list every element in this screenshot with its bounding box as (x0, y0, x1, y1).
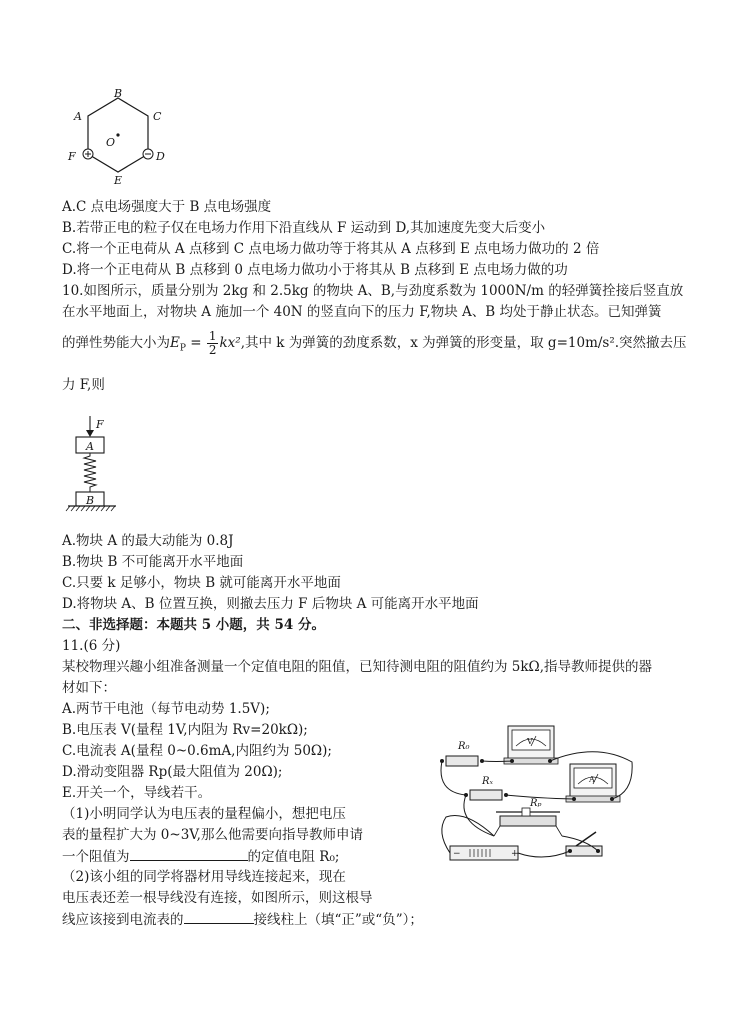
vertex-label-f: F (68, 150, 76, 163)
q11-part2-line-3-post: 接线柱上（填“正”或“负”）； (253, 912, 423, 928)
q10-option-c: C.只要 k 足够小，物块 B 就可能离开水平地面 (62, 575, 341, 591)
q9-option-b: B.若带正电的粒子仅在电场力作用下沿直线从 F 运动到 D,其加速度先变大后变小 (62, 220, 546, 236)
vertex-label-b: B (114, 87, 123, 100)
section-heading: 二、非选择题：本题共 5 小题，共 54 分。 (62, 617, 325, 633)
q11-part1-line-2: 表的量程扩大为 0~3V,那么他需要向指导教师申请 (62, 827, 363, 843)
q11-item-a: A.两节干电池（每节电动势 1.5V); (62, 701, 270, 717)
answer-blank-terminal[interactable] (184, 910, 254, 924)
vertex-label-e: E (114, 174, 123, 187)
q10-line-3-post: ,其中 k 为弹簧的劲度系数，x 为弹簧的形变量，取 g=10m/s².突然撤去压 (240, 335, 687, 351)
q9-option-c: C.将一个正电荷从 A 点移到 C 点电场力做功等于将其从 A 点移到 E 点电场力做功的 2 倍 (62, 241, 600, 257)
q10-option-d: D.将物块 A、B 位置互换，则撤去压力 F 后物块 A 可能离开水平地面 (62, 596, 479, 612)
spring-block-diagram (66, 412, 146, 522)
circuit-label-r0: R₀ (458, 741, 470, 752)
q11-part1-line-1: （1)小明同学认为电压表的量程偏小，想把电压 (62, 806, 346, 822)
block-label-a: A (86, 440, 94, 453)
q10-line-1: 10.如图所示，质量分别为 2kg 和 2.5kg 的物块 A、B,与劲度系数为 1000N/m 的轻弹簧拴接后竖直放 (62, 283, 684, 299)
q10-line-3-pre: 的弹性势能大小为 (62, 335, 170, 351)
q11-part2-line-2: 电压表还差一根导线没有连接，如图所示，则这根导 (62, 890, 373, 906)
q11-intro-2: 材如下： (62, 680, 116, 696)
q10-line-4: 力 F,则 (62, 377, 105, 393)
fraction-numerator: 1 (208, 329, 217, 343)
q10-option-b: B.物块 B 不可能离开水平地面 (62, 554, 244, 570)
formula-kx2: kx² (219, 335, 241, 351)
q11-number: 11.(6 分) (62, 638, 121, 654)
voltmeter-symbol: V (527, 737, 533, 746)
formula-fraction (207, 330, 219, 357)
q11-part1-line-3-post: 的定值电阻 R₀; (247, 849, 340, 865)
q11-part2-line-1: （2)该小组的同学将器材用导线连接起来，现在 (62, 869, 346, 885)
q11-item-d: D.滑动变阻器 Rp(最大阻值为 20Ω); (62, 764, 283, 780)
q11-item-e: E.开关一个，导线若干。 (62, 785, 212, 801)
q10-line-2: 在水平地面上，对物块 A 施加一个 40N 的竖直向下的压力 F,物块 A、B 均处于静止状态。已知弹簧 (62, 304, 662, 320)
q11-part2-line-3 (62, 910, 423, 929)
circuit-label-rp: Rₚ (530, 798, 542, 809)
block-label-b: B (86, 494, 95, 507)
formula-ep: E (170, 335, 180, 351)
q11-item-c: C.电流表 A(量程 0~0.6mA,内阻约为 50Ω); (62, 743, 332, 759)
force-label-f: F (96, 418, 104, 431)
ammeter-symbol: A (589, 775, 595, 784)
center-label-o: O (106, 136, 116, 149)
fraction-denominator: 2 (208, 343, 217, 357)
vertex-label-a: A (74, 110, 82, 123)
vertex-label-c: C (153, 110, 162, 123)
circuit-label-rx: Rₓ (482, 776, 494, 787)
battery-plus-label: + (511, 849, 519, 859)
formula-equals: = (185, 335, 206, 351)
q11-part2-line-3-pre: 线应该接到电流表的 (62, 912, 184, 928)
answer-blank-r0[interactable] (130, 847, 248, 861)
q11-intro-1: 某校物理兴趣小组准备测量一个定值电阻的阻值，已知待测电阻的阻值约为 5kΩ,指导教师提供的器 (62, 659, 653, 675)
q9-option-a: A.C 点电场强度大于 B 点电场强度 (62, 199, 272, 215)
vertex-label-d: D (156, 150, 165, 163)
battery-minus-label: − (453, 849, 461, 859)
formula-ep-sub: P (179, 343, 186, 354)
q9-option-d: D.将一个正电荷从 B 点移到 0 点电场力做功小于将其从 B 点移到 E 点电场力做的功 (62, 262, 568, 278)
q10-line-3 (62, 329, 687, 363)
q11-part1-line-3 (62, 847, 339, 866)
q11-item-b: B.电压表 V(量程 1V,内阻为 Rv=20kΩ); (62, 722, 308, 738)
q10-option-a: A.物块 A 的最大动能为 0.8J (62, 533, 234, 549)
q11-part1-line-3-pre: 一个阻值为 (62, 849, 130, 865)
